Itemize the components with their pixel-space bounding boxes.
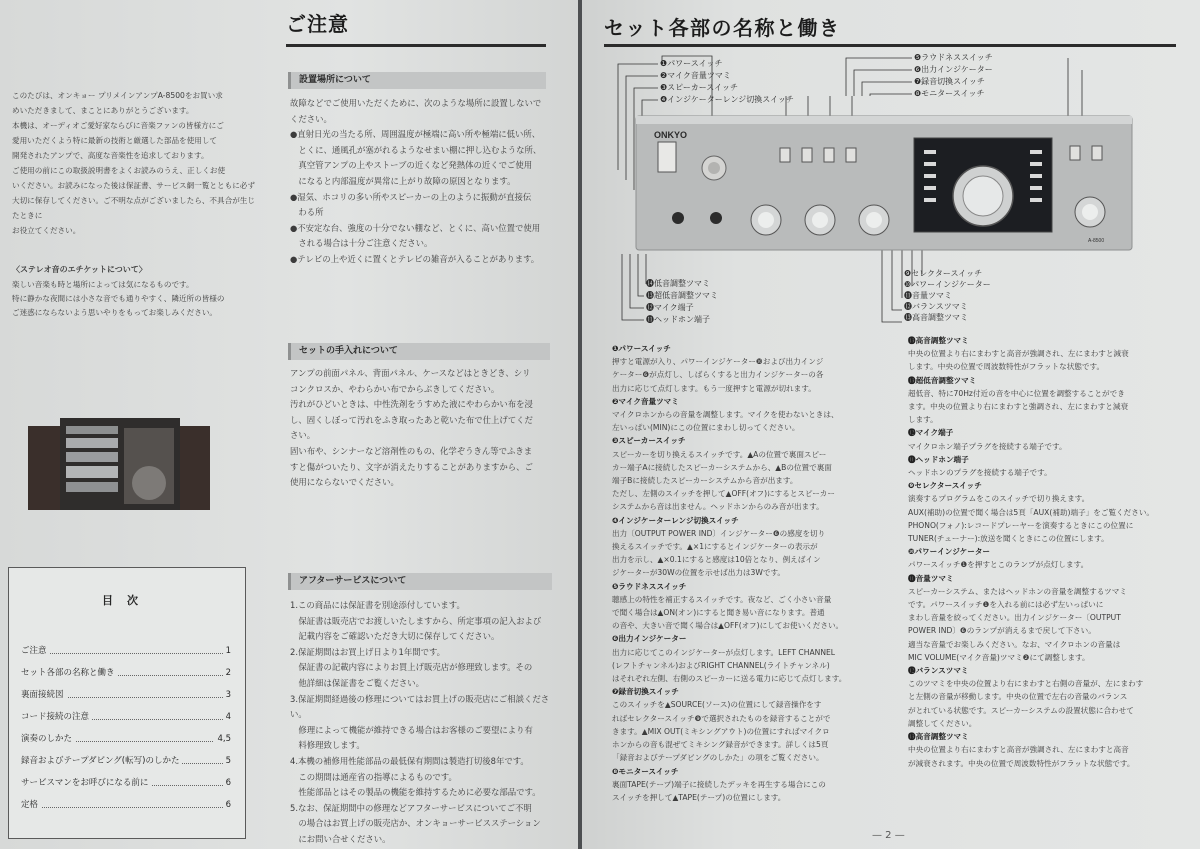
stereo-line: ご迷惑にならないよう思いやりをもってお楽しみください。 xyxy=(12,308,218,317)
after-service-item: 2.保証期間はお買上げ日より1年間です。 xyxy=(290,646,446,657)
after-service-item: 保証書の記載内容によりお買上げ販売店が修理致します。その xyxy=(290,662,533,673)
section-line: の音や、大きい音で聞く場合は▲OFF(オフ)にしてお使いください。 xyxy=(612,621,844,631)
after-service-item: この期間は通産省の指導によるものです。 xyxy=(290,771,457,782)
diagram-callout: ❷マイク音量ツマミ xyxy=(660,71,731,80)
section-line: POWER IND〕❻のランプが消えるまで戻して下さい。 xyxy=(908,626,1096,636)
page-number: — 2 — xyxy=(872,830,905,841)
after-service-text xyxy=(290,598,560,848)
toc-page: 3 xyxy=(223,688,231,702)
install-item: ●不安定な台、強度の十分でない棚など、とくに、高い位置で使用 xyxy=(290,222,541,233)
diagram-callout: ❻出力インジケーター xyxy=(914,65,993,74)
section-heading: ❼録音切換スイッチ xyxy=(612,687,679,697)
diagram-callout: ⓭超低音調整ツマミ xyxy=(646,291,718,300)
toc-row xyxy=(21,754,231,768)
section-line: ジケーターが30Wの位置を示せば出力は3Wです。 xyxy=(612,568,786,578)
toc-row xyxy=(21,644,231,658)
toc-row xyxy=(21,732,231,746)
section-line: まわし音量を絞ってください。出力インジケーター〔OUTPUT xyxy=(908,613,1121,623)
section-line: 換えるスイッチです。▲×1にするとインジケーターの表示が xyxy=(612,542,818,552)
diagram-callout: ⓫ヘッドホン端子 xyxy=(646,315,710,324)
toc-label: 裏面接続図 xyxy=(21,690,67,700)
section-heading: ⓫音量ツマミ xyxy=(908,573,954,583)
section-line: MIC VOLUME(マイク音量)ツマミ❷にて調整します。 xyxy=(908,652,1090,662)
intro-line: めいただきまして、まことにありがとうございます。 xyxy=(12,106,194,115)
section-line: はそれぞれ左側、右側のスピーカーに送る電力に応じて点灯します。 xyxy=(612,674,847,684)
toc-title: 目次 xyxy=(102,594,152,607)
after-service-item: 記載内容をご確認いただき大切に保存してください。 xyxy=(290,631,500,642)
section-line: スイッチを押して▲TAPE(テープ)の位置にします。 xyxy=(612,792,786,802)
diagram-callout: ❹インジケーターレンジ切換スイッチ xyxy=(660,95,794,104)
stereo-etiquette-heading: 〈ステレオ音のエチケットについて〉 xyxy=(12,265,147,274)
toc-page: 1 xyxy=(223,644,231,658)
diagram-callout: ❽モニタースイッチ xyxy=(914,89,985,98)
section-line: ホンからの音も混ぜてミキシング録音ができます。詳しくは5頁 xyxy=(612,740,829,750)
diagram-callout: ⓮低音調整ツマミ xyxy=(646,279,710,288)
toc-label: コード接続の注意 xyxy=(21,712,92,722)
speaker-switch xyxy=(780,148,790,162)
table-of-contents xyxy=(8,567,246,839)
section-heading: ❾セレクタースイッチ xyxy=(908,481,982,491)
after-service-item: の場合はお買上げの販売店か、オンキョーサービスステーション xyxy=(290,818,541,829)
after-service-item: 4.本機の補修用性能部品の最低保有期間は製造打切後8年です。 xyxy=(290,755,529,766)
section-line: ればセレクタースイッチ❾で選択されたものを録音することがで xyxy=(612,713,831,723)
section-heading: ⓬バランスツマミ xyxy=(908,666,969,676)
toc-row xyxy=(21,776,231,790)
intro-line: 大切に保存してください。ご不明な点がございましたら、不具合が生じたときに xyxy=(12,196,255,220)
section-line: 出力に応じて点灯します。もう一度押すと電源が切れます。 xyxy=(612,383,816,393)
install-item: ●湿気、ホコリの多い所やスピーカーの上のように振動が直接伝 xyxy=(290,191,532,202)
intro-line: 本機は、オーディオご愛好家ならびに音楽ファンの皆様方にご xyxy=(12,121,224,130)
diagram-callout: ❺ラウドネススイッチ xyxy=(914,53,993,62)
care-line: アンプの前面パネル、背面パネル、ケースなどはときどき、シリ xyxy=(290,368,531,378)
section-line: きます。▲MIX OUT(ミキシングアウト)の位置にすればマイクロ xyxy=(612,726,830,736)
rec-out-switch xyxy=(846,148,856,162)
after-service-item: にお問い合せください。 xyxy=(290,833,391,844)
after-service-item: 修理によって機能が維持できる場合はお客様のご要望により有 xyxy=(290,724,533,735)
toc-row xyxy=(21,666,231,680)
section-heading: ⓭高音調整ツマミ xyxy=(908,336,969,345)
section-line: パワースイッチ❶を押すとこのランプが点灯します。 xyxy=(908,560,1089,570)
monitor-switch xyxy=(1070,146,1080,160)
toc-page: 6 xyxy=(223,798,231,812)
install-item: ●テレビの上や近くに置くとテレビの雑音が入ることがあります。 xyxy=(290,253,540,264)
care-text xyxy=(290,366,554,491)
description-column-1 xyxy=(612,342,892,804)
after-service-heading: アフターサービスについて xyxy=(288,573,552,590)
brand-logo: ONKYO xyxy=(654,130,688,140)
intro-line: 開発されたアンプで、高度な音楽性を追求しております。 xyxy=(12,151,209,160)
toc-label: ご注意 xyxy=(21,646,50,656)
install-item: される場合は十分ご注意ください。 xyxy=(290,238,433,249)
section-line: ただし、左側のスイッチを押して▲OFF(オフ)にするとスピーカー xyxy=(612,489,835,499)
after-service-item: 料修理致します。 xyxy=(290,740,365,751)
section-line: マイクロホンからの音量を調整します。マイクを使わないときは、 xyxy=(612,410,839,420)
install-item: ●直射日光の当たる所、周囲温度が極端に高い所や極端に低い所、 xyxy=(290,129,541,140)
toc-label: サービスマンをお呼びになる前に xyxy=(21,778,151,788)
section-line: このスイッチを▲SOURCE(ソース)の位置にして録音操作をす xyxy=(612,700,822,710)
after-service-item: 1.この商品には保証書を別途添付しています。 xyxy=(290,600,465,610)
section-line: します。 xyxy=(908,415,938,425)
section-line: ます。中央の位置より右にまわすと強調され、左にまわすと減衰 xyxy=(908,402,1129,412)
section-heading: ⓭超低音調整ツマミ xyxy=(908,375,977,385)
headphone-jack xyxy=(710,212,722,224)
toc-label: 演奏のしかた xyxy=(21,734,75,744)
section-heading: ❿パワーインジケーター xyxy=(908,547,991,557)
section-line: 中央の位置より右にまわすと高音が強調され、左にまわすと高音 xyxy=(908,745,1129,755)
section-line: マイクロホン端子プラグを接続する端子です。 xyxy=(908,441,1067,451)
intro-line: お役立てください。 xyxy=(12,226,81,235)
section-line: 裏面TAPE(テープ)端子に接続したデッキを再生する場合にこの xyxy=(612,779,826,789)
care-line: すと傷がついたり、文字が消えたりすることがありますから、ご xyxy=(290,461,533,472)
install-item: になると内部温度が異常に上がり故障の原因となります。 xyxy=(290,175,516,186)
install-item: わる所 xyxy=(290,207,324,218)
diagram-callout: ⓬マイク端子 xyxy=(646,303,694,312)
toc-row xyxy=(21,798,231,812)
section-line: AUX(補助)の位置で聞く場合は5頁「AUX(補助)端子」をご覧ください。 xyxy=(908,507,1155,517)
section-line: スピーカーシステム、またはヘッドホンの音量を調整するツマミ xyxy=(908,586,1127,596)
stereo-line: 楽しい音楽も時と場所によっては気になるものです。 xyxy=(12,280,194,289)
stereo-etiquette-text xyxy=(12,278,262,320)
section-line: このツマミを中央の位置より右にまわすと右側の音量が、左にまわす xyxy=(908,679,1144,689)
toc-label: セット各部の名称と働き xyxy=(21,668,118,678)
care-line: さい。 xyxy=(290,430,316,441)
intro-line: このたびは、オンキョー プリメインアンプA-8500をお買い求 xyxy=(12,91,223,100)
section-line: が減衰されます。中央の位置で周波数特性がフラットな状態です。 xyxy=(908,758,1135,768)
section-line: します。中央の位置で周波数特性がフラットな状態です。 xyxy=(908,362,1105,372)
section-line: です。パワースイッチ❶を入れる前には必ず左いっぱいに xyxy=(908,600,1104,610)
model-label: A-8500 xyxy=(1088,238,1105,244)
section-line: (レフトチャンネル)およびRIGHT CHANNEL(ライトチャンネル) xyxy=(612,660,830,670)
after-service-item: 5.なお、保証期間中の修理などアフターサービスについてご不明 xyxy=(290,802,532,813)
section-line: 「録音およびテープダビングのしかた」の項をご覧ください。 xyxy=(612,753,824,763)
section-line: ヘッドホンのプラグを接続する端子です。 xyxy=(908,468,1052,478)
section-line: がとれている状態です。スピーカーシステムの設置状態に合わせて xyxy=(908,705,1134,715)
toc-page: 5 xyxy=(223,754,231,768)
care-line: コンクロスか、やわらかい布でからぶきしてください。 xyxy=(290,383,500,394)
diagram-callout: ❾セレクタースイッチ xyxy=(904,269,983,278)
section-line: カー端子Aに接続したスピーカーシステムから、▲Bの位置で裏面 xyxy=(612,462,832,472)
parts-title-rule xyxy=(604,44,1176,47)
intro-line: 愛用いただくよう特に最新の技術と厳選した部品を使用して xyxy=(12,136,218,145)
parts-title: セット各部の名称と働き xyxy=(604,16,841,40)
loudness-switch xyxy=(824,148,834,162)
intro-line: いください。お読みになった後は保証書、サービス網一覧とともに必ず xyxy=(12,181,255,190)
care-line: し、固くしぼって汚れをふき取ったあと乾いた布で仕上げてくだ xyxy=(290,414,533,425)
section-line: 超低音、特に70Hz付近の音を中心に位置を調整することができ xyxy=(908,388,1125,398)
section-heading: ❸スピーカースイッチ xyxy=(612,436,686,446)
section-line: 聴感上の特性を補正するスイッチです。夜など、ごく小さい音量 xyxy=(612,594,832,604)
section-heading: ⓫ヘッドホン端子 xyxy=(908,454,969,464)
section-line: 端子Bに接続したスピーカーシステムから音が出ます。 xyxy=(612,476,798,486)
section-heading: ❻出力インジケーター xyxy=(612,634,687,644)
section-line: 出力〔OUTPUT POWER IND〕インジケーター❻の感度を切り xyxy=(612,528,826,538)
section-heading: ❹インジケーターレンジ切換スイッチ xyxy=(612,515,739,525)
intro-line: ご使用の前にこの取扱説明書をよくお読みのうえ、正しくお使 xyxy=(12,166,226,175)
after-service-item: 保証書は販売店でお渡しいたしますから、所定事項の記入および xyxy=(290,615,542,626)
section-heading: ❶パワースイッチ xyxy=(612,344,671,353)
power-switch xyxy=(658,142,676,172)
section-line: 調整してください。 xyxy=(908,718,977,728)
diagram-callout: ❼録音切換スイッチ xyxy=(914,77,985,86)
care-line: 使用にならないでください。 xyxy=(290,477,399,488)
care-line: 固い布や、シンナーなど溶剤性のもの、化学ぞうきん等でふきま xyxy=(290,445,533,456)
diagram-callout: ⓬バランスツマミ xyxy=(904,302,968,311)
install-line: ください。 xyxy=(290,113,332,124)
toc-page: 4,5 xyxy=(214,732,231,746)
indicator-range-switch xyxy=(802,148,812,162)
toc-label: 録音およびテープダビング(転写)のしかた xyxy=(21,756,182,766)
section-line: 押すと電源が入り、パワーインジケーター❿および出力インジ xyxy=(612,357,824,367)
section-line: で聞く場合は▲ON(オン)にすると聞き易い音になります。普通 xyxy=(612,608,825,618)
section-line: と左側の音量が移動します。中央の位置で左右の音量のバランス xyxy=(908,692,1128,702)
toc-label: 定格 xyxy=(21,800,41,810)
right-page xyxy=(582,0,1200,849)
after-service-item: 他詳細は保証書をご覧ください。 xyxy=(290,677,424,688)
section-line: スピーカーを切り換えるスイッチです。▲Aの位置で裏面スピー xyxy=(612,449,827,459)
caution-title: ご注意 xyxy=(286,12,349,36)
install-item: とくに、通風孔が塞がれるようなせまい棚に押し込むような所、 xyxy=(290,144,542,155)
section-line: 適当な音量でお楽しみください。なお、マイクロホンの音量は xyxy=(908,639,1121,649)
stereo-line: 特に静かな夜間には小さな音でも通りやすく、隣近所の皆様の xyxy=(12,294,225,303)
section-line: 出力に応じてこのインジケーターが点灯します。LEFT CHANNEL xyxy=(612,647,836,657)
section-heading: ❽モニタースイッチ xyxy=(612,766,679,776)
diagram-callout: ⓭高音調整ツマミ xyxy=(904,313,968,322)
description-column-2 xyxy=(908,334,1194,770)
mic-jack xyxy=(672,212,684,224)
section-line: 演奏するプログラムをこのスイッチで切り換えます。 xyxy=(908,494,1090,504)
diagram-callout: ❸スピーカースイッチ xyxy=(660,83,738,92)
section-line: 出力を示し、▲×0.1にすると感度は10倍となり、例えばイン xyxy=(612,555,821,565)
section-heading: ❷マイク音量ツマミ xyxy=(612,396,679,406)
toc-page: 2 xyxy=(223,666,231,680)
install-text xyxy=(290,96,552,268)
install-item: 真空管アンプの上やストーブの近くなど発熱体の近くでご使用 xyxy=(290,160,533,171)
diagram-callout: ⓫音量ツマミ xyxy=(904,291,952,300)
section-heading: ⓭高音調整ツマミ xyxy=(908,732,969,742)
diagram-callout: ❿パワーインジケーター xyxy=(904,280,991,289)
caution-title-rule xyxy=(286,44,546,47)
section-line: TUNER(チューナー):放送を聞くときにこの位置にします。 xyxy=(908,534,1109,544)
after-service-item: 性能部品とはその製品の機能を維持するために必要な部品です。 xyxy=(290,787,541,798)
care-heading: セットの手入れについて xyxy=(288,343,550,360)
install-line: 故障などでご使用いただくために、次のような場所に設置しないで xyxy=(290,98,542,108)
section-heading: ⓬マイク端子 xyxy=(908,428,954,438)
toc-row xyxy=(21,710,231,724)
intro-text xyxy=(12,88,262,238)
after-service-item: 3.保証期間経過後の修理についてはお買上げの販売店にご相談ください。 xyxy=(290,693,550,720)
section-line: PHONO(フォノ):レコードプレーヤーを演奏するときにこの位置に xyxy=(908,520,1134,530)
section-line: システムから音は出ません。ヘッドホンからのみ音が出ます。 xyxy=(612,502,824,512)
section-line: 中央の位置より右にまわすと高音が強調され、左にまわすと減衰 xyxy=(908,349,1129,359)
toc-page: 6 xyxy=(223,776,231,790)
diagram-callout: ❶パワースイッチ xyxy=(660,59,723,68)
care-line: 汚れがひどいときは、中性洗剤をうすめた液にやわらかい布を浸 xyxy=(290,399,533,410)
section-line: ケーター❻が点灯し、しばらくすると出力インジケーターの各 xyxy=(612,370,824,380)
toc-page: 4 xyxy=(223,710,231,724)
left-page xyxy=(0,0,578,849)
section-heading: ❺ラウドネススイッチ xyxy=(612,581,687,591)
install-heading: 設置場所について xyxy=(288,72,546,89)
section-line: 左いっぱい(MIN)にこの位置にまわし切ってください。 xyxy=(612,423,800,433)
toc-row xyxy=(21,688,231,702)
stereo-system-photo xyxy=(28,418,210,510)
